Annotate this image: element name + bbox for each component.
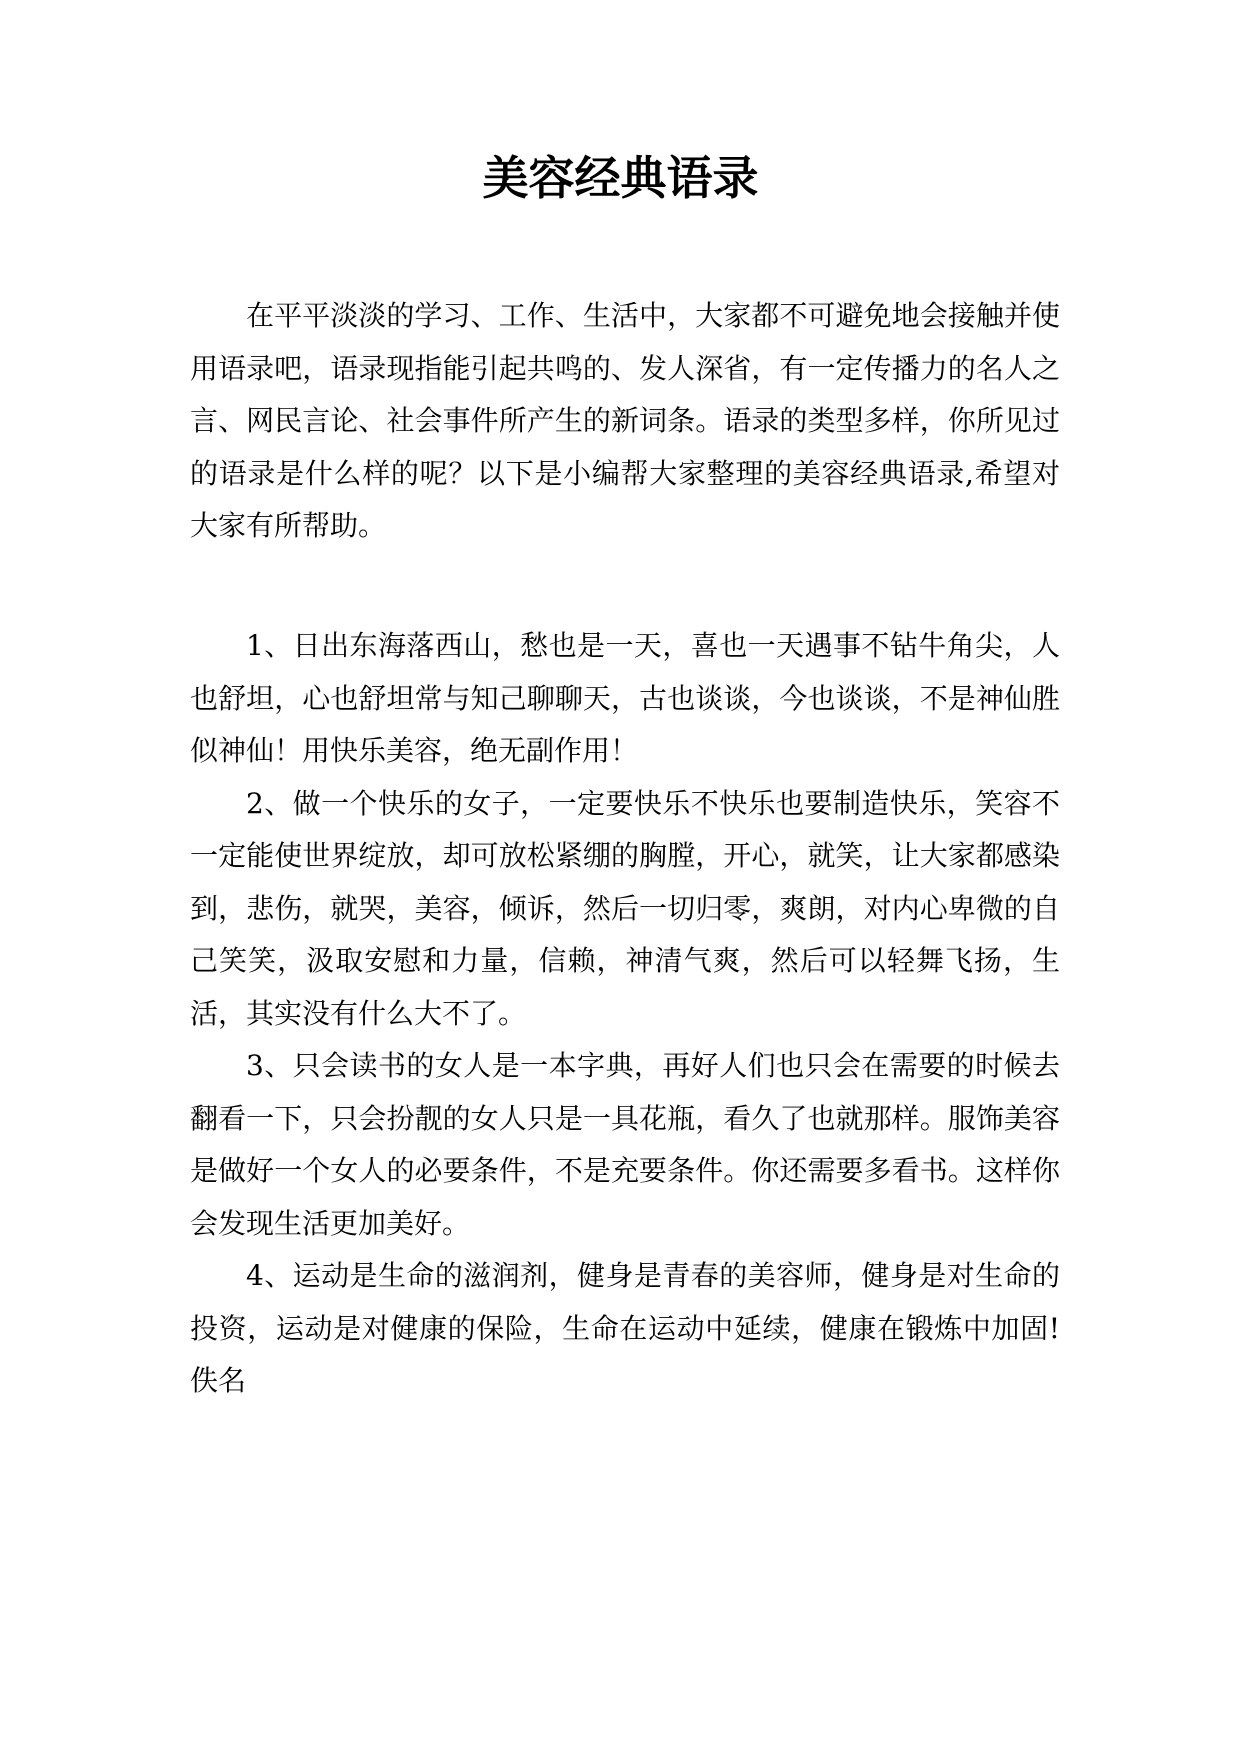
quote-item: 4、运动是生命的滋润剂，健身是青春的美容师，健身是对生命的投资，运动是对健康的保险，生命在运动中延续，健康在锻炼中加固!佚名 (190, 1259, 1060, 1397)
quote-item: 3、只会读书的女人是一本字典，再好人们也只会在需要的时候去翻看一下，只会扮靓的女人只是一具花瓶，看久了也就那样。服饰美容是做好一个女人的必要条件，不是充要条件。你还需要多看书。这样你会发现生活更加美好。 (190, 1049, 1060, 1240)
quote-item: 2、做一个快乐的女子，一定要快乐不快乐也要制造快乐，笑容不一定能使世界绽放，却可放松紧绷的胸膛，开心，就笑，让大家都感染到，悲伤，就哭，美容，倾诉，然后一切归零，爽朗，对内心卑微的自己笑笑，汲取安慰和力量，信赖，神清气爽，然后可以轻舞飞扬，生活，其实没有什么大不了。 (190, 786, 1060, 1030)
page-title: 美容经典语录 (482, 151, 759, 205)
quote-item: 1、日出东海落西山，愁也是一天，喜也一天遇事不钻牛角尖，人也舒坦，心也舒坦常与知己聊聊天，古也谈谈，今也谈谈，不是神仙胜似神仙！用快乐美容，绝无副作用！ (190, 629, 1060, 767)
intro-paragraph: 在平平淡淡的学习、工作、生活中，大家都不可避免地会接触并使用语录吧，语录现指能引起共鸣的、发人深省，有一定传播力的名人之言、网民言论、社会事件所产生的新词条。语录的类型多样，你所见过的语录是什么样的呢？以下是小编帮大家整理的美容经典语录,希望对大家有所帮助。 (190, 299, 1060, 542)
quote-list (190, 620, 1060, 1408)
